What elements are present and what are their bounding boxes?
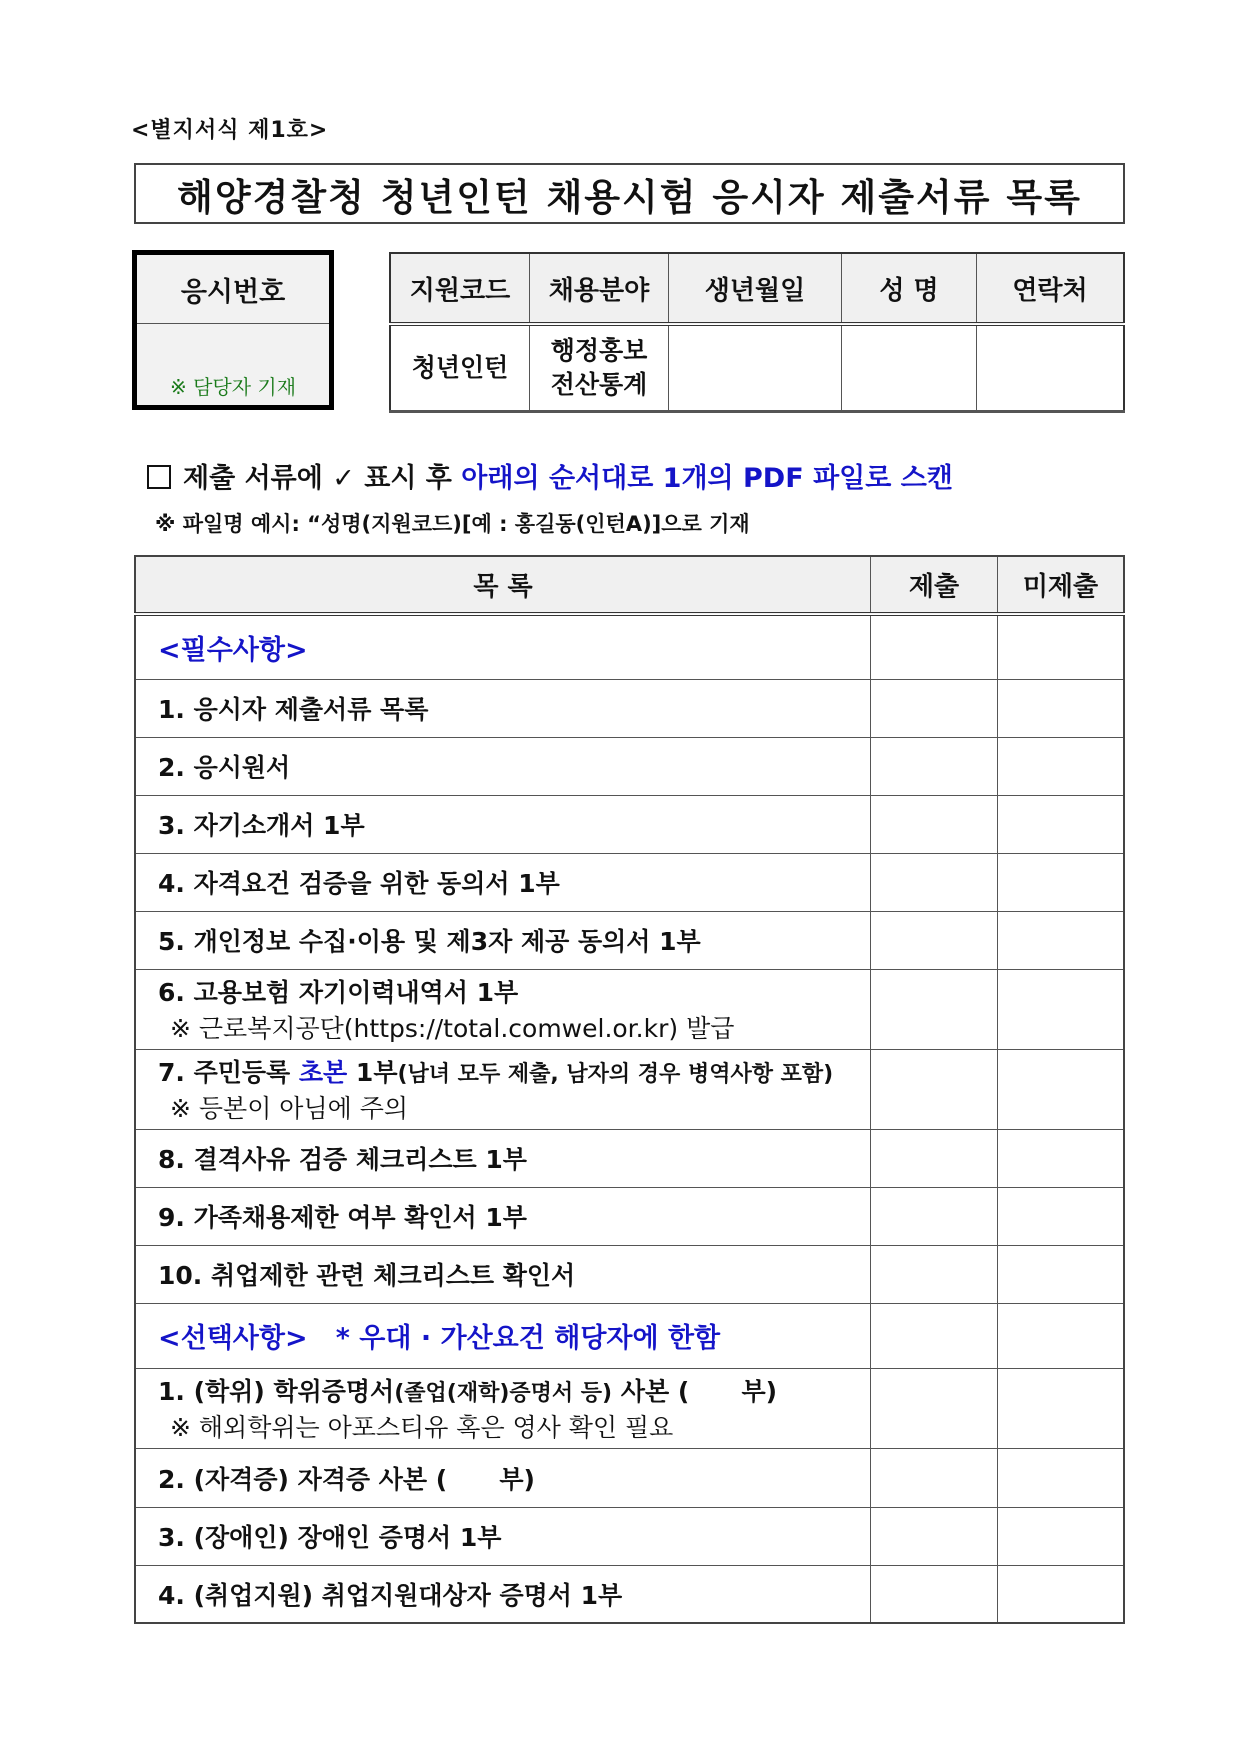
not-submitted-cell[interactable] xyxy=(998,1368,1125,1448)
item-label: 5. 개인정보 수집·이용 및 제3자 제공 동의서 1부 xyxy=(135,911,871,969)
item-text-suffix: 1부 xyxy=(347,1058,398,1087)
submitted-cell[interactable] xyxy=(871,1129,998,1187)
submitted-cell[interactable] xyxy=(871,1303,998,1368)
submitted-cell[interactable] xyxy=(871,614,998,679)
item-text: 6. 고용보험 자기이력내역서 1부 xyxy=(158,978,519,1007)
item-label: 1. 응시자 제출서류 목록 xyxy=(135,679,871,737)
field-line-2: 전산통계 xyxy=(550,370,648,399)
contact-field[interactable] xyxy=(977,324,1125,412)
item-text-suffix: 사본 ( 부) xyxy=(612,1377,778,1406)
table-row xyxy=(135,969,1124,1049)
table-row xyxy=(135,1507,1124,1565)
item-label: 8. 결격사유 검증 체크리스트 1부 xyxy=(135,1129,871,1187)
staff-note: ※ 담당자 기재 xyxy=(169,375,297,399)
submitted-cell[interactable] xyxy=(871,1565,998,1623)
item-highlight: 초본 xyxy=(298,1058,348,1087)
item-label: 4. (취업지원) 취업지원대상자 증명서 1부 xyxy=(135,1565,871,1623)
table-row xyxy=(135,1129,1124,1187)
applicant-number-label: 응시번호 xyxy=(137,255,329,324)
applicant-number-box xyxy=(132,250,334,410)
item-note: ※ 등본이 아님에 주의 xyxy=(170,1094,408,1123)
item-label: 2. 응시원서 xyxy=(135,737,871,795)
page-title: 해양경찰청 청년인턴 채용시험 응시자 제출서류 목록 xyxy=(177,175,1082,219)
optional-section-heading: <선택사항> * 우대 · 가산요건 해당자에 한함 xyxy=(135,1303,871,1368)
item-text: 7. 주민등록 xyxy=(158,1058,299,1087)
not-submitted-cell[interactable] xyxy=(998,1049,1125,1129)
item-label xyxy=(135,1368,871,1448)
header-not-submitted: 미제출 xyxy=(998,556,1125,614)
submitted-cell[interactable] xyxy=(871,737,998,795)
item-label: 10. 취업제한 관련 체크리스트 확인서 xyxy=(135,1245,871,1303)
support-code-value: 청년인턴 xyxy=(390,324,530,412)
table-row xyxy=(135,1368,1124,1448)
item-label xyxy=(135,969,871,1049)
instruction-line-1 xyxy=(147,456,953,495)
applicant-number-field[interactable] xyxy=(137,324,329,406)
table-row xyxy=(135,1187,1124,1245)
item-text: 1. (학위) 학위증명서 xyxy=(158,1377,395,1406)
not-submitted-cell[interactable] xyxy=(998,1565,1125,1623)
table-row xyxy=(135,795,1124,853)
field-value xyxy=(530,324,669,412)
not-submitted-cell[interactable] xyxy=(998,1303,1125,1368)
table-row xyxy=(135,1049,1124,1129)
not-submitted-cell[interactable] xyxy=(998,795,1125,853)
submitted-cell[interactable] xyxy=(871,1368,998,1448)
not-submitted-cell[interactable] xyxy=(998,969,1125,1049)
header-contact: 연락처 xyxy=(977,253,1125,324)
header-list: 목 록 xyxy=(135,556,871,614)
submitted-cell[interactable] xyxy=(871,679,998,737)
applicant-info-table xyxy=(389,252,1125,413)
submitted-cell[interactable] xyxy=(871,911,998,969)
birth-date-field[interactable] xyxy=(669,324,842,412)
submitted-cell[interactable] xyxy=(871,1049,998,1129)
not-submitted-cell[interactable] xyxy=(998,1129,1125,1187)
checkbox-icon xyxy=(147,465,171,489)
not-submitted-cell[interactable] xyxy=(998,1187,1125,1245)
item-note: ※ 해외학위는 아포스티유 혹은 영사 확인 필요 xyxy=(170,1413,674,1442)
not-submitted-cell[interactable] xyxy=(998,1448,1125,1507)
item-label: 4. 자격요건 검증을 위한 동의서 1부 xyxy=(135,853,871,911)
submitted-cell[interactable] xyxy=(871,969,998,1049)
item-note: ※ 근로복지공단(https://total.comwel.or.kr) 발급 xyxy=(170,1014,735,1043)
field-line-1: 행정홍보 xyxy=(550,336,648,365)
item-label: 3. 자기소개서 1부 xyxy=(135,795,871,853)
header-birth-date: 생년월일 xyxy=(669,253,842,324)
item-label: 9. 가족채용제한 여부 확인서 1부 xyxy=(135,1187,871,1245)
title-box xyxy=(134,163,1125,224)
submitted-cell[interactable] xyxy=(871,1245,998,1303)
item-label xyxy=(135,1049,871,1129)
not-submitted-cell[interactable] xyxy=(998,1507,1125,1565)
item-text-small: (졸업(재학)증명서 등) xyxy=(394,1381,613,1406)
header-name: 성 명 xyxy=(842,253,977,324)
form-number: <별지서식 제1호> xyxy=(131,118,329,143)
not-submitted-cell[interactable] xyxy=(998,614,1125,679)
not-submitted-cell[interactable] xyxy=(998,679,1125,737)
not-submitted-cell[interactable] xyxy=(998,853,1125,911)
header-submitted: 제출 xyxy=(871,556,998,614)
submitted-cell[interactable] xyxy=(871,1187,998,1245)
item-label: 3. (장애인) 장애인 증명서 1부 xyxy=(135,1507,871,1565)
table-row xyxy=(135,1448,1124,1507)
not-submitted-cell[interactable] xyxy=(998,737,1125,795)
table-row xyxy=(135,1245,1124,1303)
table-row xyxy=(135,1565,1124,1623)
instruction-highlight: 아래의 순서대로 1개의 PDF 파일로 스캔 xyxy=(461,463,953,494)
instruction-prefix: 제출 서류에 ✓ 표시 후 xyxy=(183,463,452,494)
table-row xyxy=(135,737,1124,795)
table-row xyxy=(135,679,1124,737)
checklist-table xyxy=(134,555,1125,1624)
submitted-cell[interactable] xyxy=(871,853,998,911)
name-field[interactable] xyxy=(842,324,977,412)
item-text-small: (남녀 모두 제출, 남자의 경우 병역사항 포함) xyxy=(397,1062,834,1087)
item-label: 2. (자격증) 자격증 사본 ( 부) xyxy=(135,1448,871,1507)
header-field: 채용분야 xyxy=(530,253,669,324)
header-support-code: 지원코드 xyxy=(390,253,530,324)
table-row xyxy=(135,853,1124,911)
submitted-cell[interactable] xyxy=(871,1507,998,1565)
table-row xyxy=(135,911,1124,969)
submitted-cell[interactable] xyxy=(871,795,998,853)
submitted-cell[interactable] xyxy=(871,1448,998,1507)
instruction-line-2: ※ 파일명 예시: “성명(지원코드)[예 : 홍길동(인턴A)]으로 기재 xyxy=(155,512,750,536)
not-submitted-cell[interactable] xyxy=(998,1245,1125,1303)
required-section-heading: <필수사항> xyxy=(135,614,871,679)
not-submitted-cell[interactable] xyxy=(998,911,1125,969)
